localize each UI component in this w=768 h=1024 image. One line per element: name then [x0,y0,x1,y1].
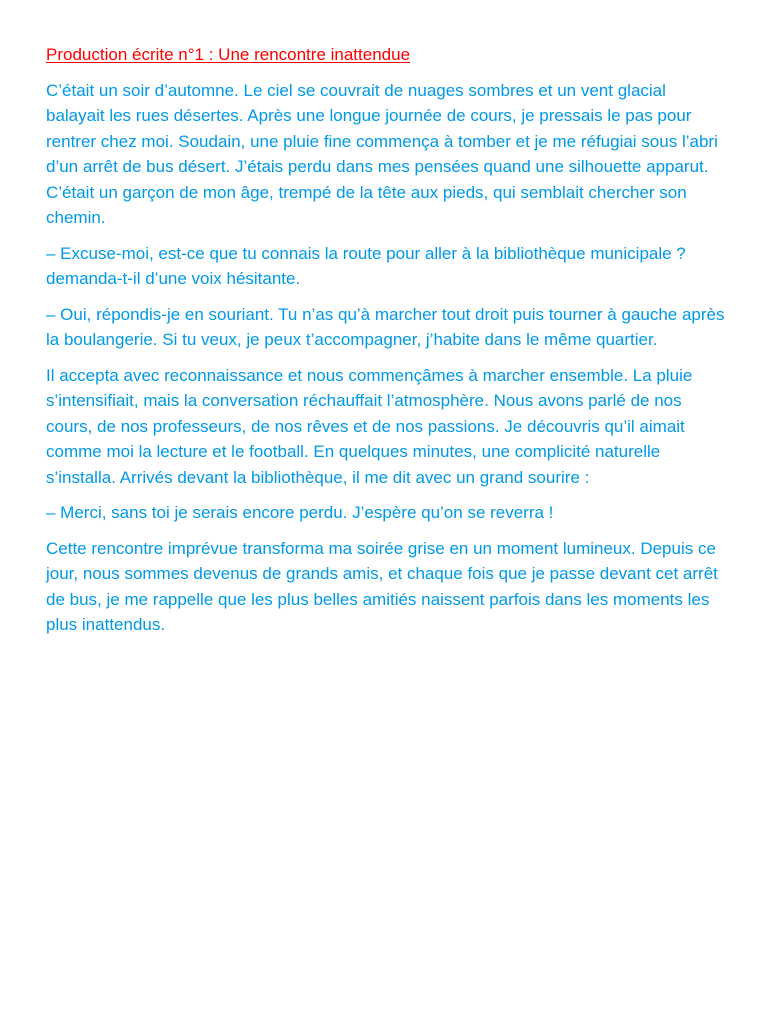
document-text [46,42,726,648]
document-title: Production écrite n°1 : Une rencontre inattendue [46,45,411,64]
paragraph-conclusion: Cette rencontre imprévue transforma ma soirée grise en un moment lumineux. Depuis ce jour, nous sommes devenus de grands amis, et chaque fois que je passe devant cet arrêt de bus, je me rappelle que les plus belles amitiés naissent parfois dans les moments les plus inattendus. [46,538,718,634]
paragraph-dialogue-answer: – Oui, répondis-je en souriant. Tu n’as qu’à marcher tout droit puis tourner à gauche après la boulangerie. Si tu veux, je peux t’accompagner, j’habite dans le même quartier. [46,304,725,349]
paragraph-narration-intro: C’était un soir d’automne. Le ciel se couvrait de nuages sombres et un vent glacial balayait les rues désertes. Après une longue journée de cours, je pressais le pas pour rentrer chez moi. Soudain, une pluie fine commença à tomber et je me réfugiai sous l’abri d’un arrêt de bus désert. J’étais perdu dans mes pensées quand une silhouette apparut. C’était un garçon de mon âge, trempé de la tête aux pieds, qui semblait chercher son chemin. [46,80,718,227]
paragraph-dialogue-question: – Excuse-moi, est-ce que tu connais la route pour aller à la bibliothèque municipale ? demanda-t-il d’une voix hésitante. [46,243,686,288]
paragraph-dialogue-thanks: – Merci, sans toi je serais encore perdu. J’espère qu’on se reverra ! [46,503,554,522]
paragraph-narration-walk: Il accepta avec reconnaissance et nous commençâmes à marcher ensemble. La pluie s’intensifiait, mais la conversation réchauffait l’atmosphère. Nous avons parlé de nos cours, de nos professeurs, de nos rêves et de nos passions. Je découvris qu’il aimait comme moi la lecture et le football. En quelques minutes, une complicité naturelle s’installa. Arrivés devant la bibliothèque, il me dit avec un grand sourire : [46,365,693,487]
